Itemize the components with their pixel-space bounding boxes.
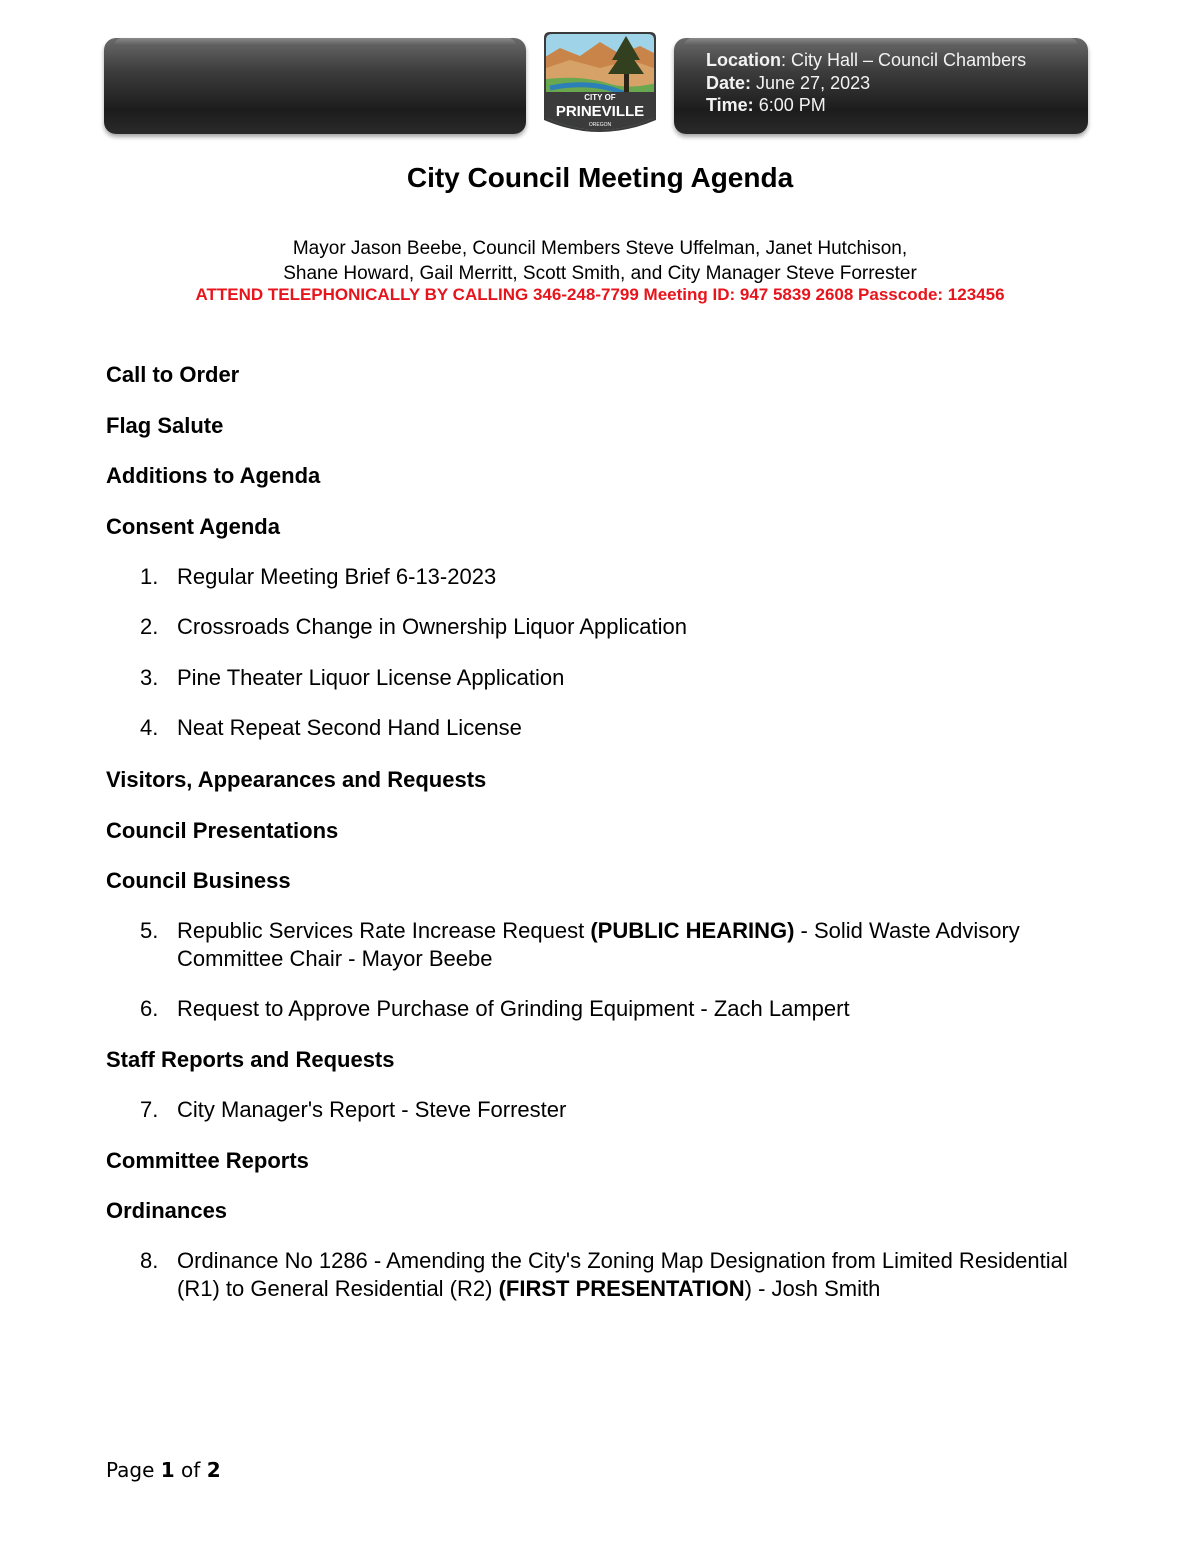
section-staff: Staff Reports and Requests <box>106 1047 395 1072</box>
header-banner-right <box>674 38 1088 134</box>
logo-text-main: PRINEVILLE <box>555 103 645 120</box>
page-title: City Council Meeting Agenda <box>406 162 794 193</box>
members-line-1: Mayor Jason Beebe, Council Members Steve Uffelman, Janet Hutchison, <box>292 238 908 259</box>
item-text-main: Ordinance No 1286 - Amending the City's Zoning Map Designation from Limited Residential (R1) to General Residential (R2) <box>177 1248 1068 1301</box>
council-members <box>0 236 1200 286</box>
date-value: June 27, 2023 <box>751 72 871 93</box>
phone-notice: ATTEND TELEPHONICALLY BY CALLING 346-248-7799 Meeting ID: 947 5839 2608 Passcode: 123456 <box>195 285 1005 304</box>
item-number: 3. <box>140 665 159 690</box>
logo-text-bottom: OREGON <box>588 122 612 128</box>
time-value: 6:00 PM <box>753 95 826 115</box>
page-of: of <box>174 1458 207 1482</box>
item-number: 5. <box>140 918 159 943</box>
item-number: 2. <box>140 614 159 639</box>
item-text: Pine Theater Liquor License Application <box>177 665 565 690</box>
time-line <box>706 94 1026 117</box>
time-label: Time: <box>706 95 754 115</box>
page-total: 2 <box>206 1458 221 1482</box>
section-call-to-order: Call to Order <box>106 362 240 387</box>
item-number: 7. <box>140 1097 159 1122</box>
item-text: Regular Meeting Brief 6-13-2023 <box>177 564 497 589</box>
item-text <box>177 917 1097 973</box>
section-presentations: Council Presentations <box>106 818 339 843</box>
item-text: Neat Repeat Second Hand License <box>177 715 522 740</box>
item-emphasis: (PUBLIC HEARING) <box>590 918 795 943</box>
city-logo <box>540 30 660 142</box>
item-text: Crossroads Change in Ownership Liquor Application <box>177 614 687 639</box>
page-number <box>106 1458 221 1482</box>
section-additions: Additions to Agenda <box>106 463 321 488</box>
section-business: Council Business <box>106 868 291 893</box>
section-ordinances: Ordinances <box>106 1198 228 1223</box>
item-text-tail: ) - Josh Smith <box>744 1276 881 1301</box>
section-committee: Committee Reports <box>106 1148 309 1173</box>
section-consent: Consent Agenda <box>106 514 280 539</box>
item-number: 8. <box>140 1248 159 1273</box>
logo-text-top: CITY OF <box>584 93 616 102</box>
section-flag-salute: Flag Salute <box>106 413 224 438</box>
header-banner-left <box>104 38 526 134</box>
members-line-2: Shane Howard, Gail Merritt, Scott Smith, and City Manager Steve Forrester <box>283 263 917 284</box>
section-visitors: Visitors, Appearances and Requests <box>106 767 487 792</box>
page-current: 1 <box>160 1458 175 1482</box>
location-value: : City Hall – Council Chambers <box>781 50 1027 70</box>
item-text: Request to Approve Purchase of Grinding Equipment - Zach Lampert <box>177 996 850 1021</box>
location-line <box>706 49 1026 72</box>
item-text: City Manager's Report - Steve Forrester <box>177 1097 567 1122</box>
item-number: 6. <box>140 996 159 1021</box>
meeting-details <box>706 49 1026 117</box>
date-label: Date: <box>706 72 752 93</box>
item-text-tail: - Solid Waste Advisory Committee Chair - Mayor Beebe <box>177 918 1020 971</box>
item-number: 4. <box>140 715 159 740</box>
item-text-main: Republic Services Rate Increase Request <box>177 918 591 943</box>
item-text <box>177 1247 1097 1303</box>
page-word: Page <box>106 1458 161 1482</box>
item-emphasis: (FIRST PRESENTATION <box>498 1276 745 1301</box>
date-line <box>706 72 1026 95</box>
location-label: Location <box>706 50 781 70</box>
item-number: 1. <box>140 564 159 589</box>
